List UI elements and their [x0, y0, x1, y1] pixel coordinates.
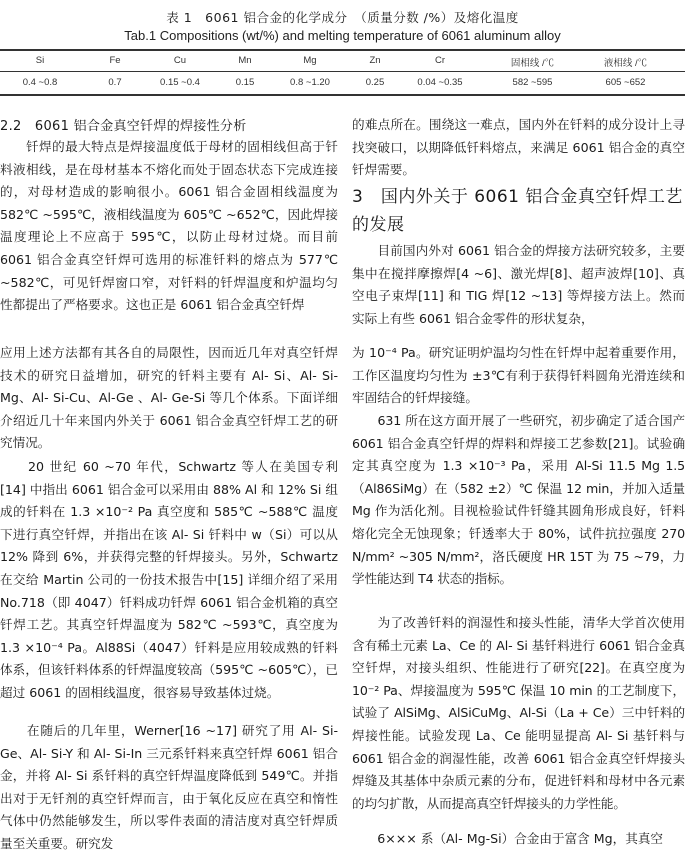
paragraph: 的难点所在。围绕这一难点，国内外在钎料的成分设计上寻找突破口，以期降低钎料熔点，来满足 6061 铝合金的真空钎焊需要。: [352, 117, 685, 178]
paragraph: 631 所在这方面开展了一些研究，初步确定了适合国产 6061 铝合金真空钎焊的焊料和焊接工艺参数[21]。试验确定其真空度为 1.3 ×10⁻³ Pa，采用 Al-Si 11.5 Mg 1.5（Al86SiMg）在（582 ±2）℃ 保温 12 min，并加入适量 Mg 作为活化剂。目视检验试件钎缝其圆角形成良好，钎料熔化完全无蚀现象；钎透率大于 80%，试件抗拉强度 270 N/mm² ~305 N/mm²，洛氏硬度 HR 15T 为 75 ~79，力学性能达到 T4 状态的指标。: [352, 413, 685, 587]
table-cell: 605 ~652: [605, 77, 646, 88]
table-header-cell: 固相线 /℃: [510, 58, 555, 69]
table-caption-cn: 表 1 6061 铝合金的化学成分 （质量分数 /%）及熔化温度: [166, 10, 519, 25]
table-cell: 0.8 ~1.20: [290, 77, 330, 88]
paragraph: 在随后的几年里，Werner[16 ~17] 研究了用 Al- Si-Ge、Al- Si-Y 和 Al- Si-In 三元系钎料来真空钎焊 6061 铝合金，并将 Al- Si 系钎料的真空钎焊温度降低到 549℃。并指出对于无钎剂的真空钎焊而言，由于氧化反应在真空和惰性气体中仍然能够发生，所以零件表面的清洁度对真空钎焊质量至关重要。研究发: [0, 723, 338, 851]
paragraph: 目前国内外对 6061 铝合金的焊接方法研究较多，主要集中在搅拌摩擦焊[4 ~6]、激光焊[8]、超声波焊[10]、真空电子束焊[11] 和 TIG 焊[12 ~13] 等焊接方法上。然而实际上有些 6061 铝合金零件的形状复杂，: [352, 243, 685, 326]
table-cell: 0.04 ~0.35: [417, 77, 463, 88]
paragraph: 应用上述方法都有其各自的局限性，因而近几年对真空钎焊技术的研究日益增加，研究的钎料主要有 Al- Si、Al- Si-Mg、Al- Si-Cu、Al-Ge 、Al- Ge-Si 等几个体系。下面详细介绍近几十年来国内外关于 6061 铝合金真空钎焊工艺的研究情况。: [0, 345, 338, 451]
table-cell: 0.15: [235, 77, 255, 88]
table-cell: 0.25: [365, 77, 385, 88]
table-header-cell: Mg: [303, 55, 317, 66]
section-heading: 3 国内外关于 6061 铝合金真空钎焊工艺的发展: [352, 187, 683, 235]
table-header-cell: 液相线 /℃: [603, 58, 648, 69]
section-subheading: 2.2 6061 铝合金真空钎焊的焊接性分析: [0, 119, 247, 134]
table-header-cell: Mn: [238, 55, 252, 66]
table-header-cell: Cu: [173, 55, 187, 66]
table-header-cell: Cr: [434, 55, 446, 66]
table-cell: 0.7: [108, 77, 122, 88]
table-header-cell: Fe: [109, 55, 121, 66]
paragraph: 钎焊的最大特点是焊接温度低于母材的固相线但高于钎料液相线，是在母材基本不熔化而处于固态状态下完成连接的，对母材造成的影响很小。6061 铝合金固相线温度为 582℃ ~595℃，液相线温度为 605℃ ~652℃，因此焊接温度理论上不应高于 595℃，以防止母材过烧。而目前 6061 铝合金真空钎焊可选用的标准钎料的熔点为 577℃ ~582℃，可见钎焊窗口窄，对钎料的钎焊温度和炉温均匀性都提出了严格要求。这也正是 6061 铝合金真空钎焊: [0, 139, 343, 313]
right-column: [352, 0, 685, 856]
paragraph: 20 世纪 60 ~70 年代，Schwartz 等人在美国专利[14] 中指出 6061 铝合金可以采用由 88% Al 和 12% Si 组成的钎料在 1.3 ×10⁻² Pa 真空度和 585℃ ~588℃ 温度下进行真空钎焊，并指出在该 Al- Si 钎料中 w（Si）可以从 12% 降到 6%，并获得完整的钎焊接头。另外，Schwartz 在交给 Martin 公司的一份技术报告中[15] 详细介绍了采用 No.718（即 4047）钎料成功钎焊 6061 铝合金机箱的真空钎焊工艺。其真空钎焊温度为 582℃ ~593℃，真空度为 1.3 ×10⁻⁴ Pa。Al88Si（4047）钎料是应用较成熟的钎料体系，但该钎料体系的钎焊温度较高（595℃ ~605℃），已超过 6061 的固相线温度，很容易导致基体过烧。: [0, 459, 343, 700]
table-header-cell: Zn: [369, 55, 381, 66]
table-cell: 0.4 ~0.8: [22, 77, 58, 88]
paragraph: 为了改善钎料的润湿性和接头性能，清华大学首次使用含有稀土元素 La、Ce 的 Al- Si 基钎料进行 6061 铝合金真空钎焊，对接头组织、性能进行了研究[22]。在真空度为 10⁻² Pa、焊接温度为 595℃ 保温 10 min 的工艺制度下，试验了 AlSiMg、AlSiCuMg、Al-Si（La + Ce）三中钎料的焊接性能。试验发现 La、Ce 能明显提高 Al- Si 基钎料与 6061 铝合金的润湿性能，改善 6061 铝合金真空钎焊接头焊缝及其基体中杂质元素的分布，促进钎料和母材中各元素的均匀扩散，从而提高真空钎焊接头的力学性能。: [352, 615, 685, 811]
table-cell: 0.15 ~0.4: [160, 77, 200, 88]
paragraph: 6××× 系（Al- Mg-Si）合金由于富含 Mg，其真空: [352, 831, 664, 846]
table-caption-en: Tab.1 Compositions (wt/%) and melting temperature of 6061 aluminum alloy: [124, 28, 561, 43]
table-header-cell: Si: [35, 55, 45, 66]
table-cell: 582 ~595: [512, 77, 553, 88]
paragraph: 为 10⁻⁴ Pa。研究证明炉温均匀性在钎焊中起着重要作用，工作区温度均匀性为 ±3℃有利于获得钎料圆角光滑连续和牢固结合的钎焊接缝。: [352, 345, 685, 406]
